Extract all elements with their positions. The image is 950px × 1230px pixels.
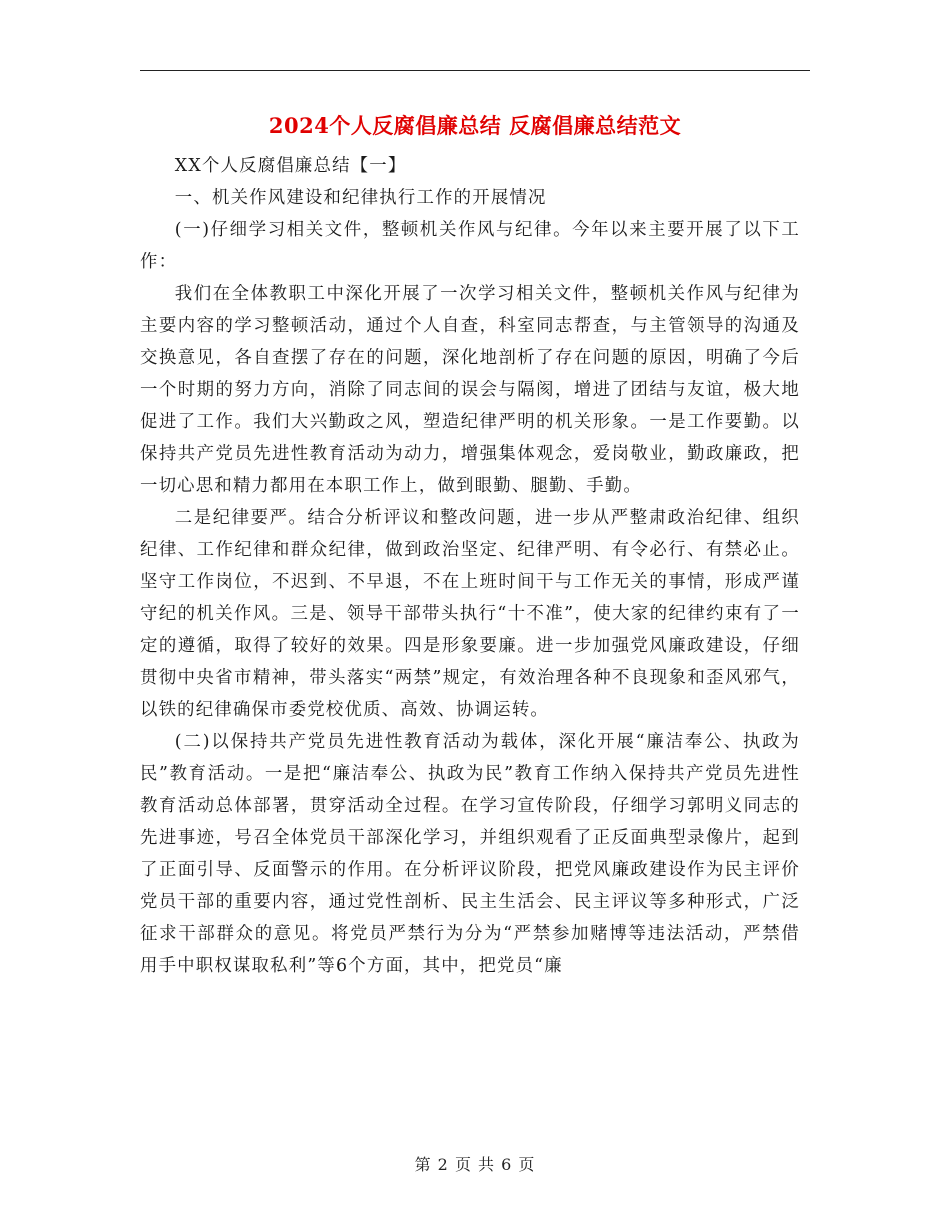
paragraph: (二)以保持共产党员先进性教育活动为载体，深化开展“廉洁奉公、执政为民”教育活动。一是把“廉洁奉公、执政为民”教育工作纳入保持共产党员先进性教育活动总体部署，贯穿活动全过程。在学习宣传阶段，仔细学习郭明义同志的先进事迹，号召全体党员干部深化学习，并组织观看了正反面典型录像片，起到了正面引导、反面警示的作用。在分析评议阶段，把党风廉政建设作为民主评价党员干部的重要内容，通过党性剖析、民主生活会、民主评议等多种形式，广泛征求干部群众的意见。将党员严禁行为分为“严禁参加赌博等违法活动，严禁借用手中职权谋取私利”等6个方面，其中，把党员“廉 bbox=[140, 732, 800, 976]
document-title: 2024个人反腐倡廉总结 反腐倡廉总结范文 bbox=[268, 113, 682, 138]
paragraph: 我们在全体教职工中深化开展了一次学习相关文件，整顿机关作风与纪律为主要内容的学习整顿活动，通过个人自查，科室同志帮查，与主管领导的沟通及交换意见，各自查摆了存在的问题，深化地剖析了存在问题的原因，明确了今后一个时期的努力方向，消除了同志间的误会与隔阂，增进了团结与友谊，极大地促进了工作。我们大兴勤政之风，塑造纪律严明的机关形象。一是工作要勤。以保持共产党员先进性教育活动为动力，增强集体观念，爱岗敬业，勤政廉政，把一切心思和精力都用在本职工作上，做到眼勤、腿勤、手勤。 bbox=[140, 284, 800, 496]
paragraph: (一)仔细学习相关文件，整顿机关作风与纪律。今年以来主要开展了以下工作： bbox=[140, 220, 800, 272]
page-footer: 第 2 页 共 6 页 bbox=[414, 1155, 536, 1174]
subsection-heading: 一、机关作风建设和纪律执行工作的开展情况 bbox=[174, 188, 547, 208]
document-body bbox=[140, 150, 800, 982]
section-heading: XX个人反腐倡廉总结【一】 bbox=[174, 156, 407, 176]
header-rule bbox=[140, 70, 810, 71]
paragraph: 二是纪律要严。结合分析评议和整改问题，进一步从严整肃政治纪律、组织纪律、工作纪律和群众纪律，做到政治坚定、纪律严明、有令必行、有禁必止。坚守工作岗位，不迟到、不早退，不在上班时间干与工作无关的事情，形成严谨守纪的机关作风。三是、领导干部带头执行“十不准”，使大家的纪律约束有了一定的遵循，取得了较好的效果。四是形象要廉。进一步加强党风廉政建设，仔细贯彻中央省市精神，带头落实“两禁”规定，有效治理各种不良现象和歪风邪气，以铁的纪律确保市委党校优质、高效、协调运转。 bbox=[140, 508, 800, 720]
